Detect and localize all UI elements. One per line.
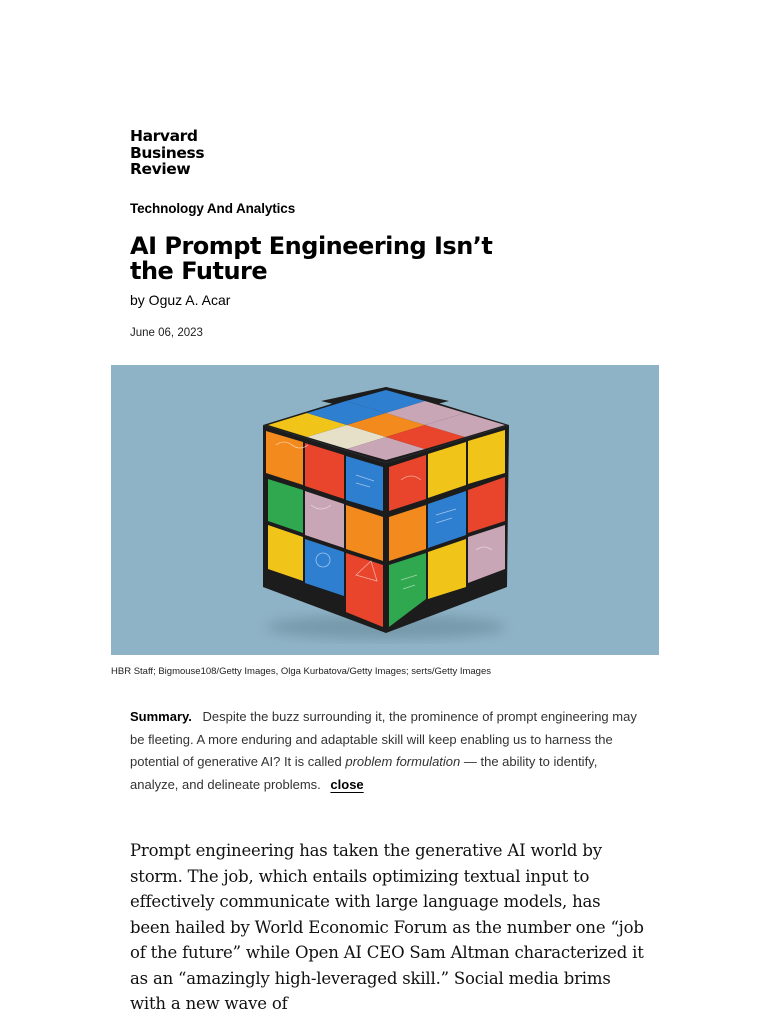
summary-emphasis: problem formulation [345,754,461,769]
rubiks-cube-illustration [111,365,659,655]
summary-text-end: — the ability to identify, analyze, and delineate problems. [130,754,598,792]
summary-close-button[interactable]: close [330,776,364,792]
image-credit: HBR Staff; Bigmouse108/Getty Images, Olga Kurbatova/Getty Images; serts/Getty Images [111,666,491,677]
hero-image [111,365,659,655]
article-body-paragraph: Prompt engineering has taken the generative AI world by storm. The job, which entails optimizing textual input to effectively communicate with large language models, has been hailed by World Economic Forum as the number one “job of the future” while Open AI CEO Sam Altman characterized it as an “amazingly high-leveraged skill.” Social media brims with a new wave of [130,841,644,1013]
summary-label: Summary. [130,709,192,724]
hbr-logo[interactable] [130,128,204,178]
logo-line-review: Review [130,160,191,178]
summary-text-start: Despite the buzz surrounding it, the prominence of prompt engineering may be fleeting. A more enduring and adaptable skill will keep enabling us to harness the potential of generative AI? It is called [130,709,637,769]
logo-line-business: Business [130,143,205,162]
author-byline[interactable]: by Oguz A. Acar [130,292,231,308]
topic-link[interactable]: Technology And Analytics [130,201,296,216]
logo-line-harvard: Harvard [130,127,198,145]
article-summary [130,706,645,796]
publish-date: June 06, 2023 [130,327,203,339]
article-title: AI Prompt Engineering Isn’t the Future [130,232,493,285]
